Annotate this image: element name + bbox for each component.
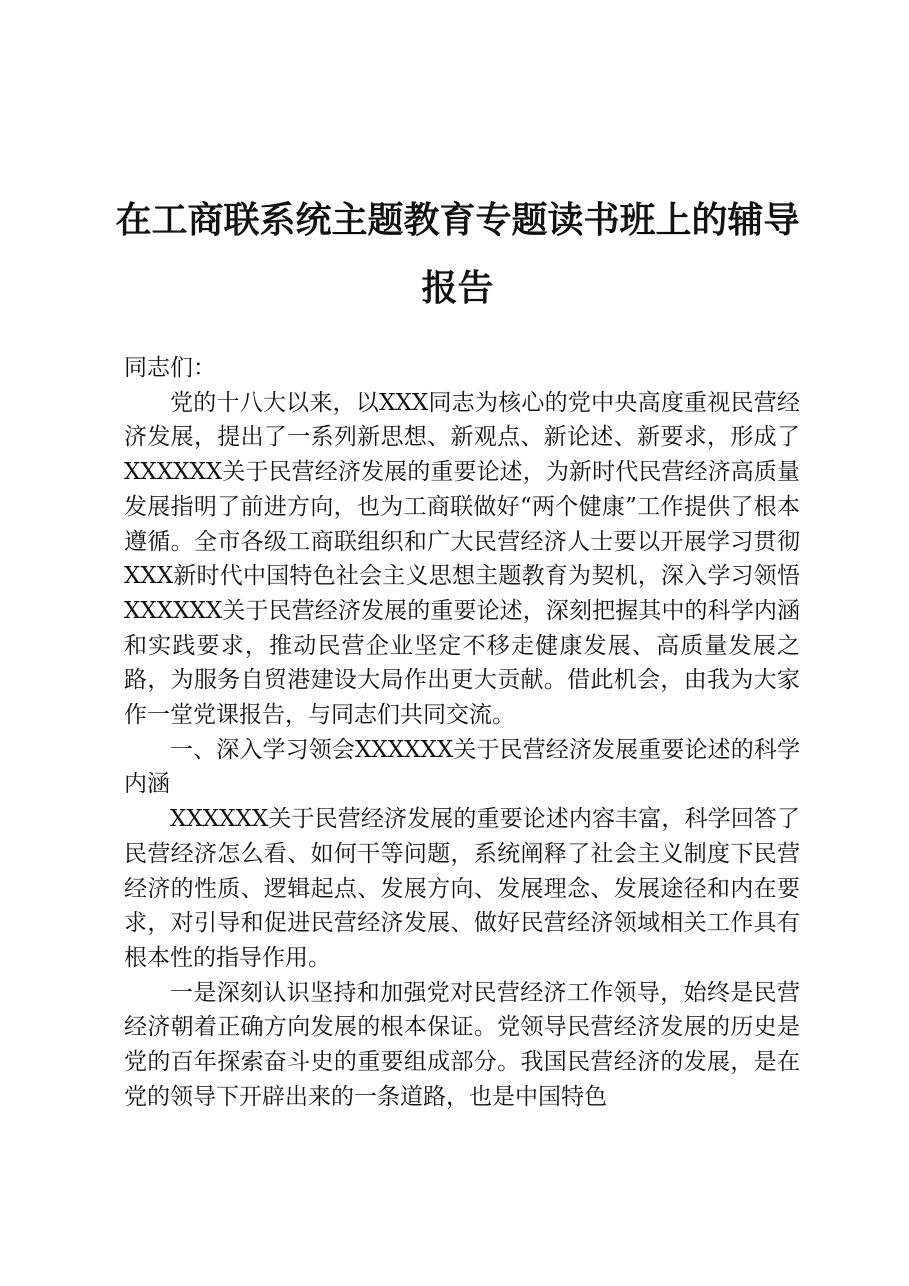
salutation: 同志们： [124,355,216,381]
document-body [124,351,800,1114]
paragraph-section-1: XXXXXX关于民营经济发展的重要论述内容丰富，科学回答了民营经济怎么看、如何干等问题，系统阐释了社会主义制度下民营经济的性质、逻辑起点、发展方向、发展理念、发展途径和内在要求，对引导和促进民营经济发展、做好民营经济领域相关工作具有根本性的指导作用。 [124,806,800,971]
paragraph-point-1: 一是深刻认识坚持和加强党对民营经济工作领导，始终是民营经济朝着正确方向发展的根本保证。党领导民营经济发展的历史是党的百年探索奋斗史的重要组成部分。我国民营经济的发展，是在党的领导下开辟出来的一条道路，也是中国特色 [124,979,800,1110]
document-title: 在工商联系统主题教育专题读书班上的辅导报告 [115,199,800,309]
paragraph-intro: 党的十八大以来，以XXX同志为核心的党中央高度重视民营经济发展，提出了一系列新思想、新观点、新论述、新要求，形成了XXXXXX关于民营经济发展的重要论述，为新时代民营经济高质量发展指明了前进方向，也为工商联做好“两个健康”工作提供了根本遵循。全市各级工商联组织和广大民营经济人士要以开展学习贯彻XXX新时代中国特色社会主义思想主题教育为契机，深入学习领悟XXXXXX关于民营经济发展的重要论述，深刻把握其中的科学内涵和实践要求，推动民营企业坚定不移走健康发展、高质量发展之路，为服务自贸港建设大局作出更大贡献。借此机会，由我为大家作一堂党课报告，与同志们共同交流。 [124,389,800,729]
section-heading-1: 一、深入学习领会XXXXXX关于民营经济发展重要论述的科学内涵 [124,736,800,798]
